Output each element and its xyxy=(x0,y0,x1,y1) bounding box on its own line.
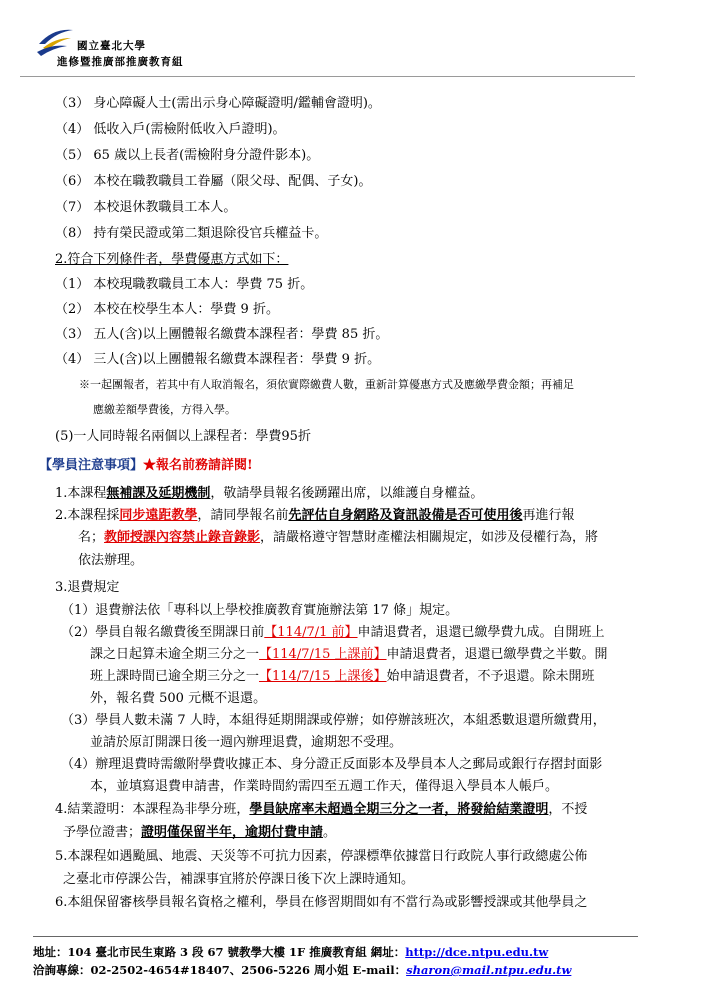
list-item: （8） 持有榮民證或第二類退除役官兵權益卡。 xyxy=(55,226,328,241)
discount-item: (5)一人同時報名兩個以上課程者：學費95折 xyxy=(55,429,311,444)
website-link[interactable]: http://dce.ntpu.edu.tw xyxy=(405,945,549,959)
rule-3-3: （3）學員人數未滿 7 人時，本組得延期開課或停辦；如停辦該班次，本組悉數退還所繳費用， xyxy=(61,713,606,728)
list-item: （6） 本校在職教職員工眷屬（限父母、配偶、子女)。 xyxy=(55,174,372,189)
rule-3-4: （4）辦理退費時需繳附學費收據正本、身分證正反面影本及學員本人之郵局或銀行存摺封面影 xyxy=(61,757,603,772)
rule-2-cont: 名；教師授課內容禁止錄音錄影，請嚴格遵守智慧財產權法相關規定，如涉及侵權行為，將 xyxy=(78,530,599,545)
rule-3-3-cont: 並請於原訂開課日後一週內辦理退費，逾期恕不受理。 xyxy=(90,735,403,750)
org-department: 進修暨推廣部推廣教育組 xyxy=(57,56,184,68)
rule-3-2-cont: 課之日起算未逾全期三分之一【114/7/15 上課前】申請退費者，退還已繳學費之半數。開 xyxy=(90,647,608,662)
footer-address: 地址：104 臺北市民生東路 3 段 67 號教學大樓 1F 推廣教育組 網址：http://dce.ntpu.edu.tw xyxy=(33,945,549,959)
header-divider xyxy=(20,76,635,77)
notice-heading xyxy=(39,458,253,474)
email-link[interactable]: sharon@mail.ntpu.edu.tw xyxy=(406,963,572,977)
rule-3-4-cont: 本，並填寫退費申請書，作業時間約需四至五週工作天，僅得退入學員本人帳戶。 xyxy=(90,779,559,794)
rule-6: 6.本組保留審核學員報名資格之權利，學員在修習期間如有不當行為或影響授課或其他學員之 xyxy=(55,895,588,910)
rule-2-cont: 依法辦理。 xyxy=(78,553,144,568)
rule-1: 1.本課程無補課及延期機制，敬請學員報名後踴躍出席，以維護自身權益。 xyxy=(55,486,484,501)
letterhead xyxy=(33,22,673,74)
rule-3-2-cont: 班上課時間已逾全期三分之一【114/7/15 上課後】始申請退費者，不予退還。除未開班 xyxy=(90,669,595,684)
list-item: （7） 本校退休教職員工本人。 xyxy=(55,200,237,215)
rule-3-2: （2）學員自報名繳費後至開課日前【114/7/1 前】申請退費者，退還已繳學費九成。自開班上 xyxy=(61,625,605,640)
rule-5: 5.本課程如遇颱風、地震、天災等不可抗力因素，停課標準依據當日行政院人事行政總處公佈 xyxy=(55,849,588,864)
notice-subtitle: ★報名前務請詳閱! xyxy=(143,458,253,473)
rule-3: 3.退費規定 xyxy=(55,580,120,595)
rule-4-cont: 予學位證書；證明僅保留半年，逾期付費申請。 xyxy=(63,825,337,840)
list-item: （5） 65 歲以上長者(需檢附身分證件影本)。 xyxy=(55,148,320,163)
rule-3-2-cont: 外，報名費 500 元概不退還。 xyxy=(90,691,267,706)
list-item: （3） 身心障礙人士(需出示身心障礙證明/鑑輔會證明)。 xyxy=(55,96,381,111)
discount-item: （2） 本校在校學生本人：學費 9 折。 xyxy=(55,302,279,317)
discount-item: （3） 五人(含)以上團體報名繳費本課程者：學費 85 折。 xyxy=(55,327,389,342)
list-item: （4） 低收入戶(需檢附低收入戶證明)。 xyxy=(55,122,286,137)
rule-4: 4.結業證明：本課程為非學分班，學員缺席率未超過全期三分之一者，將發給結業證明，不授 xyxy=(55,802,588,817)
footer-contact: 洽詢專線：02-2502-4654#18407、2506-5226 周小姐 E-mail：sharon@mail.ntpu.edu.tw xyxy=(33,963,572,977)
org-name: 國立臺北大學 xyxy=(77,40,146,52)
footer-divider xyxy=(33,936,638,937)
group-note-cont: 應繳差額學費後，方得入學。 xyxy=(93,403,236,416)
notice-title: 【學員注意事項】 xyxy=(39,458,144,473)
rule-3-1: （1）退費辦法依「專科以上學校推廣教育實施辦法第 17 條」規定。 xyxy=(61,603,459,618)
discount-title: 2.符合下列條件者，學費優惠方式如下： xyxy=(55,252,289,267)
discount-item: （4） 三人(含)以上團體報名繳費本課程者：學費 9 折。 xyxy=(55,352,381,367)
rule-5-cont: 之臺北市停課公告，補課事宜將於停課日後下次上課時通知。 xyxy=(63,872,415,887)
group-note: ※一起團報者，若其中有人取消報名，須依實際繳費人數，重新計算優惠方式及應繳學費金額；再補足 xyxy=(79,378,574,391)
discount-item: （1） 本校現職教職員工本人：學費 75 折。 xyxy=(55,277,314,292)
rule-2: 2.本課程採同步遠距教學，請同學報名前先評估自身網路及資訊設備是否可使用後再進行報 xyxy=(55,508,575,523)
